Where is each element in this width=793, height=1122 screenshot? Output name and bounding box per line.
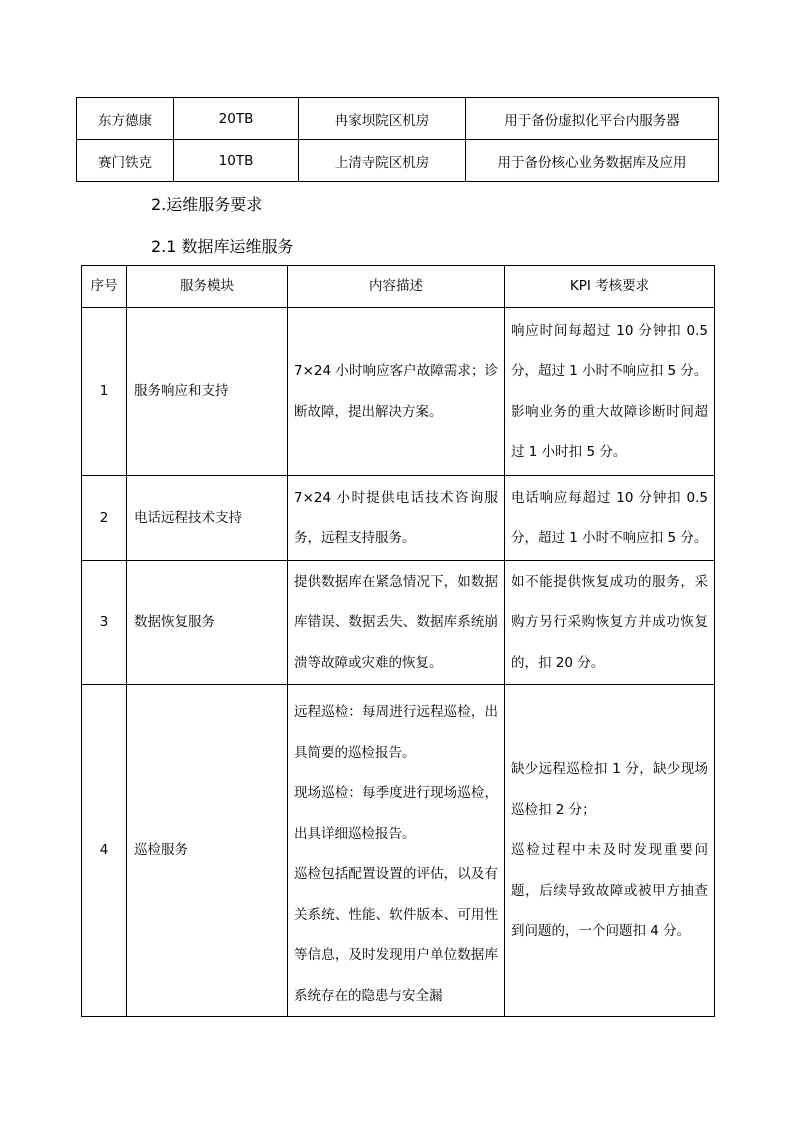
row-module: 服务响应和支持 bbox=[127, 308, 288, 476]
kpi-paragraph: 影响业务的重大故障诊断时间超过 1 小时扣 5 分。 bbox=[511, 403, 708, 460]
kpi-paragraph: 响应时间每超过 10 分钟扣 0.5 分，超过 1 小时不响应扣 5 分。 bbox=[511, 322, 708, 379]
vendor-cell: 赛门铁克 bbox=[77, 140, 174, 182]
row-no: 3 bbox=[82, 561, 127, 685]
location-cell: 冉家坝院区机房 bbox=[299, 98, 466, 140]
header-module: 服务模块 bbox=[127, 266, 288, 308]
kpi-paragraph: 巡检过程中未及时发现重要问题，后续导致故障或被甲方抽查到问题的，一个问题扣 4 分。 bbox=[511, 842, 708, 940]
row-kpi bbox=[505, 561, 715, 685]
row-kpi bbox=[505, 476, 715, 561]
service-table bbox=[81, 265, 715, 1017]
row-no: 1 bbox=[82, 308, 127, 476]
row-kpi bbox=[505, 685, 715, 1017]
table-row bbox=[82, 685, 715, 1017]
purpose-cell: 用于备份核心业务数据库及应用 bbox=[466, 140, 719, 182]
header-kpi: KPI 考核要求 bbox=[505, 266, 715, 308]
header-no: 序号 bbox=[82, 266, 127, 308]
section-heading: 2.运维服务要求 bbox=[151, 195, 263, 214]
row-module: 数据恢复服务 bbox=[127, 561, 288, 685]
table-row bbox=[82, 476, 715, 561]
row-kpi bbox=[505, 308, 715, 476]
header-desc: 内容描述 bbox=[288, 266, 505, 308]
vendor-cell: 东方德康 bbox=[77, 98, 174, 140]
desc-paragraph: 7×24 小时响应客户故障需求；诊断故障，提出解决方案。 bbox=[294, 363, 498, 420]
subsection-heading: 2.1 数据库运维服务 bbox=[151, 237, 294, 256]
desc-paragraph: 提供数据库在紧急情况下，如数据库错误、数据丢失、数据库系统崩溃等故障或灾难的恢复。 bbox=[294, 573, 498, 671]
desc-paragraph: 巡检包括配置设置的评估，以及有关系统、性能、软件版本、可用性等信息，及时发现用户单位数据库系统存在的隐患与安全漏 bbox=[294, 866, 498, 1004]
row-desc bbox=[288, 476, 505, 561]
storage-table bbox=[76, 97, 719, 182]
table-row bbox=[77, 98, 719, 140]
kpi-paragraph: 如不能提供恢复成功的服务，采购方另行采购恢复方并成功恢复的，扣 20 分。 bbox=[511, 573, 708, 671]
row-desc bbox=[288, 308, 505, 476]
table-row bbox=[82, 308, 715, 476]
kpi-paragraph: 缺少远程巡检扣 1 分，缺少现场巡检扣 2 分； bbox=[511, 761, 708, 818]
desc-paragraph: 远程巡检：每周进行远程巡检，出具简要的巡检报告。 bbox=[294, 704, 498, 761]
table-row bbox=[77, 140, 719, 182]
desc-paragraph: 7×24 小时提供电话技术咨询服务，远程支持服务。 bbox=[294, 489, 498, 546]
table-row bbox=[82, 561, 715, 685]
row-module: 巡检服务 bbox=[127, 685, 288, 1017]
desc-paragraph: 现场巡检：每季度进行现场巡检，出具详细巡检报告。 bbox=[294, 785, 498, 842]
row-desc bbox=[288, 685, 505, 1017]
capacity-cell: 10TB bbox=[174, 140, 299, 182]
kpi-paragraph: 电话响应每超过 10 分钟扣 0.5 分，超过 1 小时不响应扣 5 分。 bbox=[511, 489, 708, 546]
row-no: 4 bbox=[82, 685, 127, 1017]
capacity-cell: 20TB bbox=[174, 98, 299, 140]
row-no: 2 bbox=[82, 476, 127, 561]
row-desc bbox=[288, 561, 505, 685]
table-header-row bbox=[82, 266, 715, 308]
row-module: 电话远程技术支持 bbox=[127, 476, 288, 561]
purpose-cell: 用于备份虚拟化平台内服务器 bbox=[466, 98, 719, 140]
location-cell: 上清寺院区机房 bbox=[299, 140, 466, 182]
